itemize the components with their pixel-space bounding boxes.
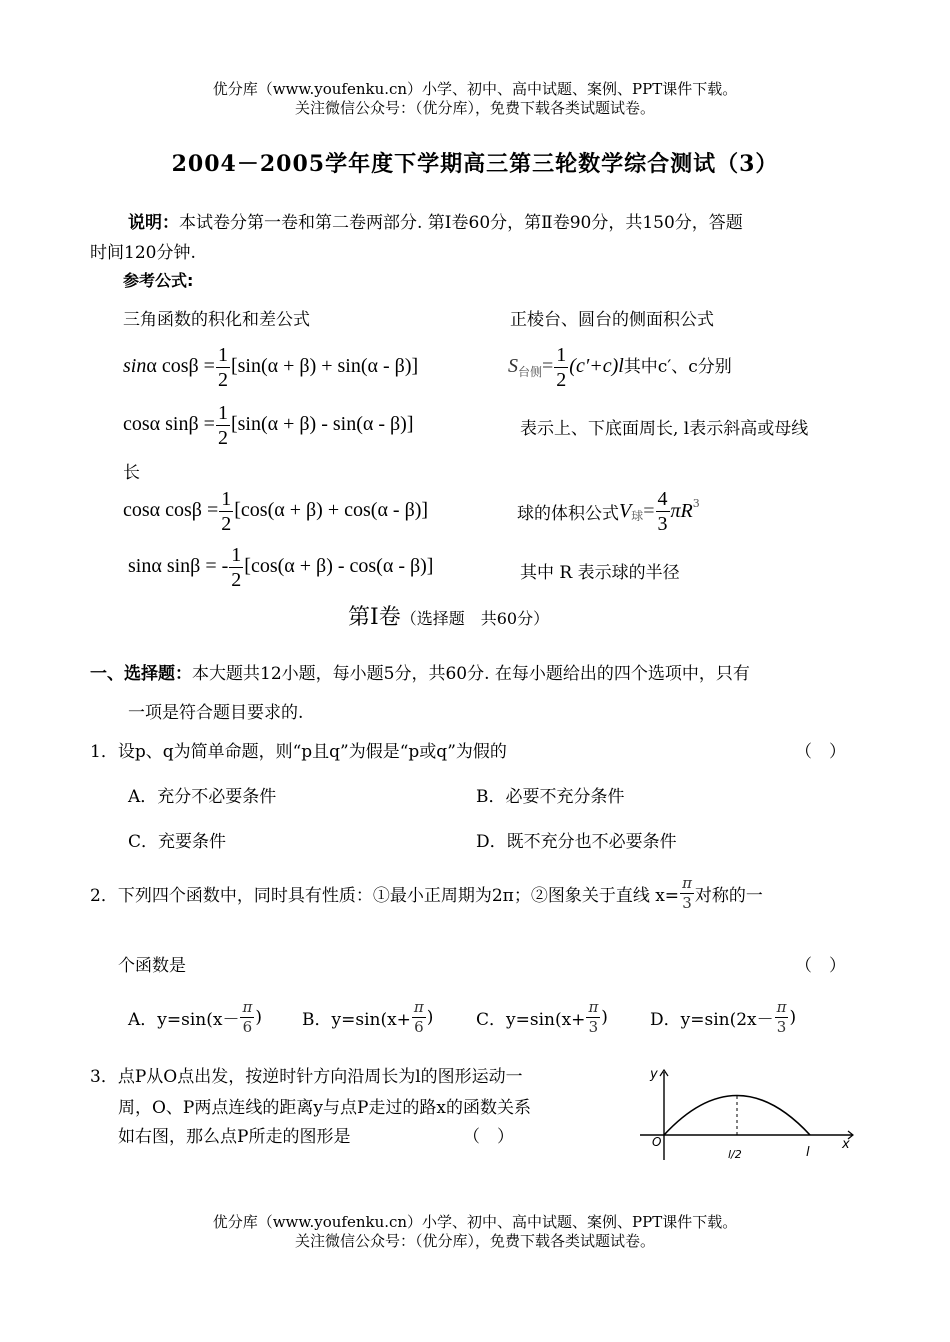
sphere-note: 其中 R 表示球的半径 <box>520 563 680 583</box>
question-1: 1．设p、q为简单命题，则“p且q”为假是“p或q”为假的 <box>90 742 507 762</box>
formula-2: cosα sinβ = $\frac{1}{2}$ [sin(α + β) - sin(α - β)] <box>123 402 414 449</box>
origin-label: O <box>652 1135 662 1149</box>
q1-option-a[interactable]: A．充分不必要条件 <box>128 787 277 807</box>
intro-text-1: 本试卷分第一卷和第二卷两部分. 第Ⅰ卷60分，第Ⅱ卷90分，共150分，答题 <box>179 213 743 233</box>
q2-option-c[interactable]: C．y=sin(x+ $\frac{\pi}{3}$ ) <box>476 998 608 1036</box>
intro-label: 说明： <box>128 213 179 233</box>
frustum-note-cont: 长 <box>123 463 140 483</box>
question-3: 3．点P从O点出发，按逆时针方向沿周长为l的图形运动一 <box>90 1067 523 1087</box>
frustum-note: 表示上、下底面周长, l表示斜高或母线 <box>520 419 809 439</box>
formula-label: 参考公式: <box>123 271 194 290</box>
formula-3: cosα cosβ = $\frac{1}{2}$ [cos(α + β) + cos(α - β)] <box>123 488 429 535</box>
fraction: $\frac{1}{2}$ <box>217 344 228 391</box>
footer-line-2: 关注微信公众号：（优分库），免费下载各类试题试卷。 <box>294 1232 655 1250</box>
question-2: 2．下列四个函数中，同时具有性质：①最小正周期为2π；②图象关于直线 x= $\frac{\pi}{3}$ 对称的一 <box>90 874 763 912</box>
part-1-intro-cont: 一项是符合题目要求的. <box>128 703 304 723</box>
formula-1: sinα cosβ = $\frac{1}{2}$ [sin(α + β) + sin(α - β)] <box>123 344 419 391</box>
answer-bracket-3[interactable]: （ ） <box>463 1127 514 1147</box>
formula-4: sinα sinβ = - $\frac{1}{2}$ [cos(α + β) - cos(α - β)] <box>128 544 434 591</box>
footer-line-1: 优分库（www.youfenku.cn）小学、初中、高中试题、案例、PPT课件下载。 <box>212 1213 738 1231</box>
question-3-line-2: 周，O、P两点连线的距离y与点P走过的路x的函数关系 <box>118 1098 532 1118</box>
answer-bracket-1[interactable]: （ ） <box>795 742 846 762</box>
intro-line-1 <box>128 208 743 233</box>
x-axis-label: x <box>842 1137 850 1152</box>
trig-formula-heading: 三角函数的积化和差公式 <box>123 310 310 330</box>
endpoint-label: l <box>806 1145 810 1160</box>
q2-option-a[interactable]: A．y=sin(x－ $\frac{\pi}{6}$ ) <box>128 998 262 1036</box>
function-graph <box>630 1062 865 1172</box>
q1-option-d[interactable]: D．既不充分也不必要条件 <box>476 832 677 852</box>
header-line-2: 关注微信公众号：（优分库），免费下载各类试题试卷。 <box>294 99 655 117</box>
header-line-1: 优分库（www.youfenku.cn）小学、初中、高中试题、案例、PPT课件下载。 <box>212 80 738 98</box>
frustum-formula-heading: 正棱台、圆台的侧面积公式 <box>510 310 714 330</box>
page-title: 2004－2005学年度下学期高三第三轮数学综合测试（3） <box>171 151 779 177</box>
question-2-cont: 个函数是 <box>118 956 186 976</box>
y-axis-label: y <box>650 1067 658 1082</box>
intro-line-2: 时间120分钟. <box>90 243 196 263</box>
question-3-line-3: 如右图，那么点P所走的图形是 <box>118 1127 351 1147</box>
answer-bracket-2[interactable]: （ ） <box>795 956 846 976</box>
sphere-volume-formula: 球的体积公式$V_球=$ $\frac{4}{3}$ $\pi R^3$ <box>517 488 700 535</box>
q1-option-b[interactable]: B．必要不充分条件 <box>476 787 625 807</box>
midpoint-label: l/2 <box>728 1148 742 1161</box>
part-1-intro: 一、选择题：本大题共12小题，每小题5分，共60分. 在每小题给出的四个选项中，只有 <box>90 664 750 684</box>
q2-option-d[interactable]: D．y=sin(2x－ $\frac{\pi}{3}$ ) <box>650 998 797 1036</box>
frustum-area-formula: $S_{台侧}=$ $\frac{1}{2}$ (c′+c)l其中c′、c分别 <box>508 344 732 391</box>
section-title: 第Ⅰ卷（选择题 共60分） <box>348 605 550 630</box>
q1-option-c[interactable]: C．充要条件 <box>128 832 227 852</box>
q2-option-b[interactable]: B．y=sin(x+ $\frac{\pi}{6}$ ) <box>302 998 434 1036</box>
